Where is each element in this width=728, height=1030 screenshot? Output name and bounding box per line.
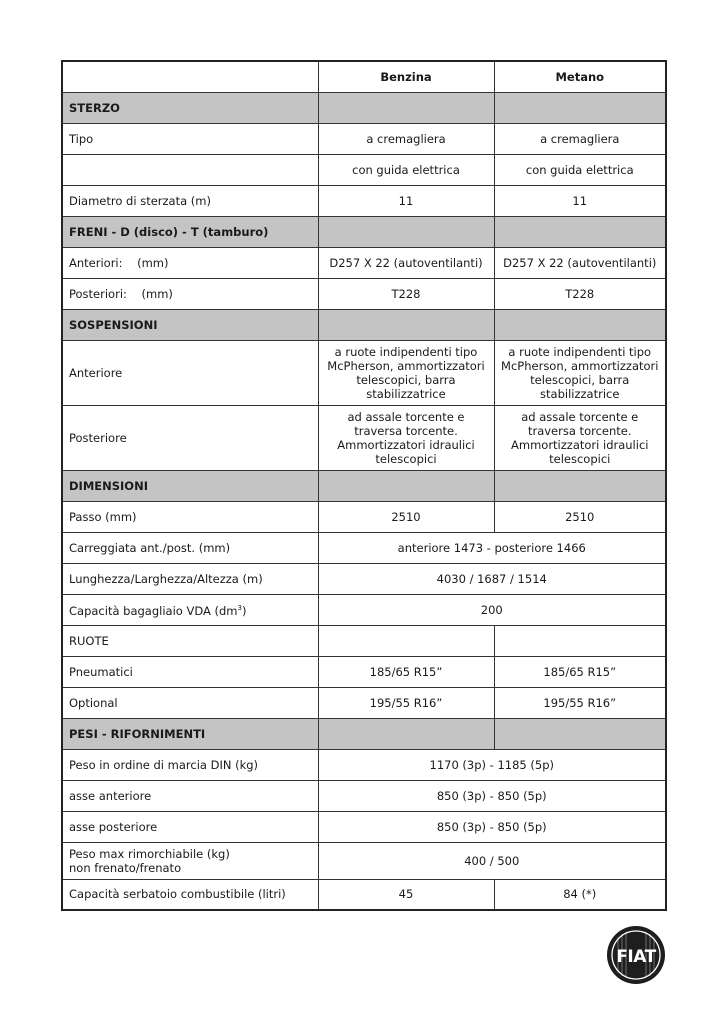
header-row — [62, 61, 666, 92]
shared-value: 1170 (3p) - 1185 (5p) — [318, 749, 666, 780]
section-title: FRENI - D (disco) - T (tamburo) — [62, 216, 318, 247]
section-title: PESI - RIFORNIMENTI — [62, 718, 318, 749]
row-label: Peso in ordine di marcia DIN (kg) — [62, 749, 318, 780]
benzina-value: a cremagliera — [318, 123, 494, 154]
shared-value: 400 / 500 — [318, 842, 666, 879]
benzina-value: a ruote indipendenti tipo McPherson, ammortizzatori telescopici, barra stabilizzatrice — [318, 340, 494, 405]
row-label: Posteriore — [62, 405, 318, 470]
benzina-value: 185/65 R15” — [318, 656, 494, 687]
shared-value: 850 (3p) - 850 (5p) — [318, 780, 666, 811]
metano-value: 195/55 R16” — [494, 687, 666, 718]
metano-value: 185/65 R15” — [494, 656, 666, 687]
row-label — [62, 842, 318, 879]
section-freni — [62, 216, 666, 247]
row-label: Carreggiata ant./post. (mm) — [62, 532, 318, 563]
benzina-value: 45 — [318, 879, 494, 910]
metano-value: 2510 — [494, 501, 666, 532]
table-row — [62, 594, 666, 625]
row-label: Optional — [62, 687, 318, 718]
benzina-value: ad assale torcente e traversa torcente. Ammortizzatori idraulici telescopici — [318, 405, 494, 470]
section-sospensioni — [62, 309, 666, 340]
section-sterzo — [62, 92, 666, 123]
section-title: SOSPENSIONI — [62, 309, 318, 340]
metano-value: 84 (*) — [494, 879, 666, 910]
row-label-line: non frenato/frenato — [69, 860, 182, 875]
fiat-logo — [606, 925, 666, 985]
metano-value: ad assale torcente e traversa torcente. Ammortizzatori idraulici telescopici — [494, 405, 666, 470]
table-row — [62, 501, 666, 532]
unit-superscript: 3 — [237, 604, 242, 613]
section-pesi — [62, 718, 666, 749]
benzina-value: 11 — [318, 185, 494, 216]
benzina-value: 2510 — [318, 501, 494, 532]
table-row — [62, 123, 666, 154]
shared-value: 200 — [318, 594, 666, 625]
row-label — [62, 594, 318, 625]
table-row — [62, 532, 666, 563]
section-title: STERZO — [62, 92, 318, 123]
table-row — [62, 154, 666, 185]
benzina-value: con guida elettrica — [318, 154, 494, 185]
shared-value: 4030 / 1687 / 1514 — [318, 563, 666, 594]
row-label-end: ) — [241, 603, 247, 618]
logo-text: FIAT — [616, 947, 656, 967]
table-row — [62, 278, 666, 309]
row-label: Tipo — [62, 123, 318, 154]
column-header-benzina: Benzina — [318, 61, 494, 92]
table-row — [62, 405, 666, 470]
row-label: asse posteriore — [62, 811, 318, 842]
table-row — [62, 687, 666, 718]
metano-value: a cremagliera — [494, 123, 666, 154]
benzina-value: T228 — [318, 278, 494, 309]
section-title: DIMENSIONI — [62, 470, 318, 501]
shared-value: 850 (3p) - 850 (5p) — [318, 811, 666, 842]
metano-value: a ruote indipendenti tipo McPherson, ammortizzatori telescopici, barra stabilizzatrice — [494, 340, 666, 405]
table-row — [62, 247, 666, 278]
row-label: Anteriori: (mm) — [62, 247, 318, 278]
section-title: RUOTE — [62, 625, 318, 656]
section-dimensioni — [62, 470, 666, 501]
table-row — [62, 185, 666, 216]
row-label: Passo (mm) — [62, 501, 318, 532]
table-row — [62, 656, 666, 687]
row-label: Anteriore — [62, 340, 318, 405]
table-row — [62, 563, 666, 594]
section-ruote — [62, 625, 666, 656]
metano-value: D257 X 22 (autoventilanti) — [494, 247, 666, 278]
row-label-text: Capacità bagagliaio VDA (dm — [69, 603, 238, 618]
row-label: Pneumatici — [62, 656, 318, 687]
table-row — [62, 780, 666, 811]
row-label: Capacità serbatoio combustibile (litri) — [62, 879, 318, 910]
table-row — [62, 842, 666, 879]
benzina-value: 195/55 R16” — [318, 687, 494, 718]
metano-value: con guida elettrica — [494, 154, 666, 185]
header-empty-cell — [62, 61, 318, 92]
table-row — [62, 879, 666, 910]
benzina-value: D257 X 22 (autoventilanti) — [318, 247, 494, 278]
row-label: asse anteriore — [62, 780, 318, 811]
shared-value: anteriore 1473 - posteriore 1466 — [318, 532, 666, 563]
table-row — [62, 749, 666, 780]
row-label: Posteriori: (mm) — [62, 278, 318, 309]
specifications-table — [61, 60, 667, 911]
row-label: Diametro di sterzata (m) — [62, 185, 318, 216]
row-label-line: Peso max rimorchiabile (kg) — [69, 846, 230, 861]
metano-value: 11 — [494, 185, 666, 216]
column-header-metano: Metano — [494, 61, 666, 92]
table-row — [62, 811, 666, 842]
table-row — [62, 340, 666, 405]
metano-value: T228 — [494, 278, 666, 309]
row-label: Lunghezza/Larghezza/Altezza (m) — [62, 563, 318, 594]
